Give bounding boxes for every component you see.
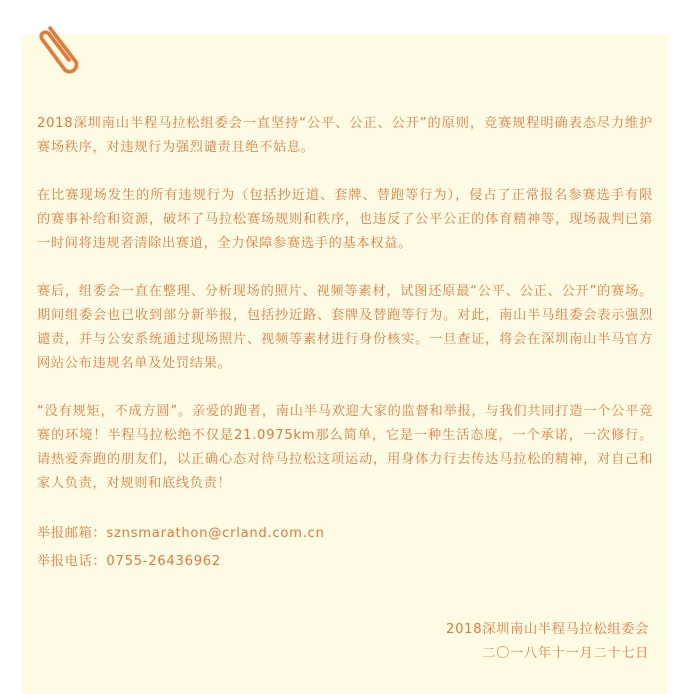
paragraph-violations: 在比赛现场发生的所有违规行为（包括抄近道、套牌、替跑等行为），侵占了正常报名参赛选手有限的赛事补给和资源，破坏了马拉松赛场规则和秩序，也违反了公平公正的体育精神等，现场裁判已第一时间将违规者清除出赛道，全力保障参赛选手的基本权益。 [37, 188, 653, 251]
notice-body [37, 112, 653, 576]
report-email: 举报邮箱：sznsmarathon@crland.com.cn [37, 526, 325, 541]
signature-block [446, 618, 649, 666]
signature-organization: 2018深圳南山半程马拉松组委会 [445, 622, 649, 637]
paragraph-appeal: “没有规矩，不成方圆”。亲爱的跑者，南山半马欢迎大家的监督和举报，与我们共同打造一个公平竞赛的环境！半程马拉松绝不仅是21.0975km那么简单，它是一种生活态度，一个承诺，一次修行。请热爱奔跑的朋友们，以正确心态对待马拉松这项运动，用身体力行去传达马拉松的精神，对自己和家人负责，对规则和底线负责！ [37, 404, 653, 491]
contact-section [37, 520, 653, 576]
paragraph-principles: 2018深圳南山半程马拉松组委会一直坚持“公平、公正、公开”的原则，竞赛规程明确表态尽力维护赛场秩序，对违规行为强烈谴责且绝不姑息。 [37, 116, 653, 155]
paperclip-icon [36, 18, 92, 78]
paragraph-review: 赛后，组委会一直在整理、分析现场的照片、视频等素材，试图还原最“公平、公正、公开”的赛场。期间组委会也已收到部分新举报，包括抄近路、套牌及替跑等行为。对此，南山半马组委会表示强烈谴责，并与公安系统通过现场照片、视频等素材进行身份核实。一旦查证，将会在深圳南山半马官方网站公布违规名单及处罚结果。 [37, 284, 653, 371]
report-phone: 举报电话：0755-26436962 [37, 554, 221, 569]
signature-date: 二〇一八年十一月二十七日 [482, 646, 649, 661]
